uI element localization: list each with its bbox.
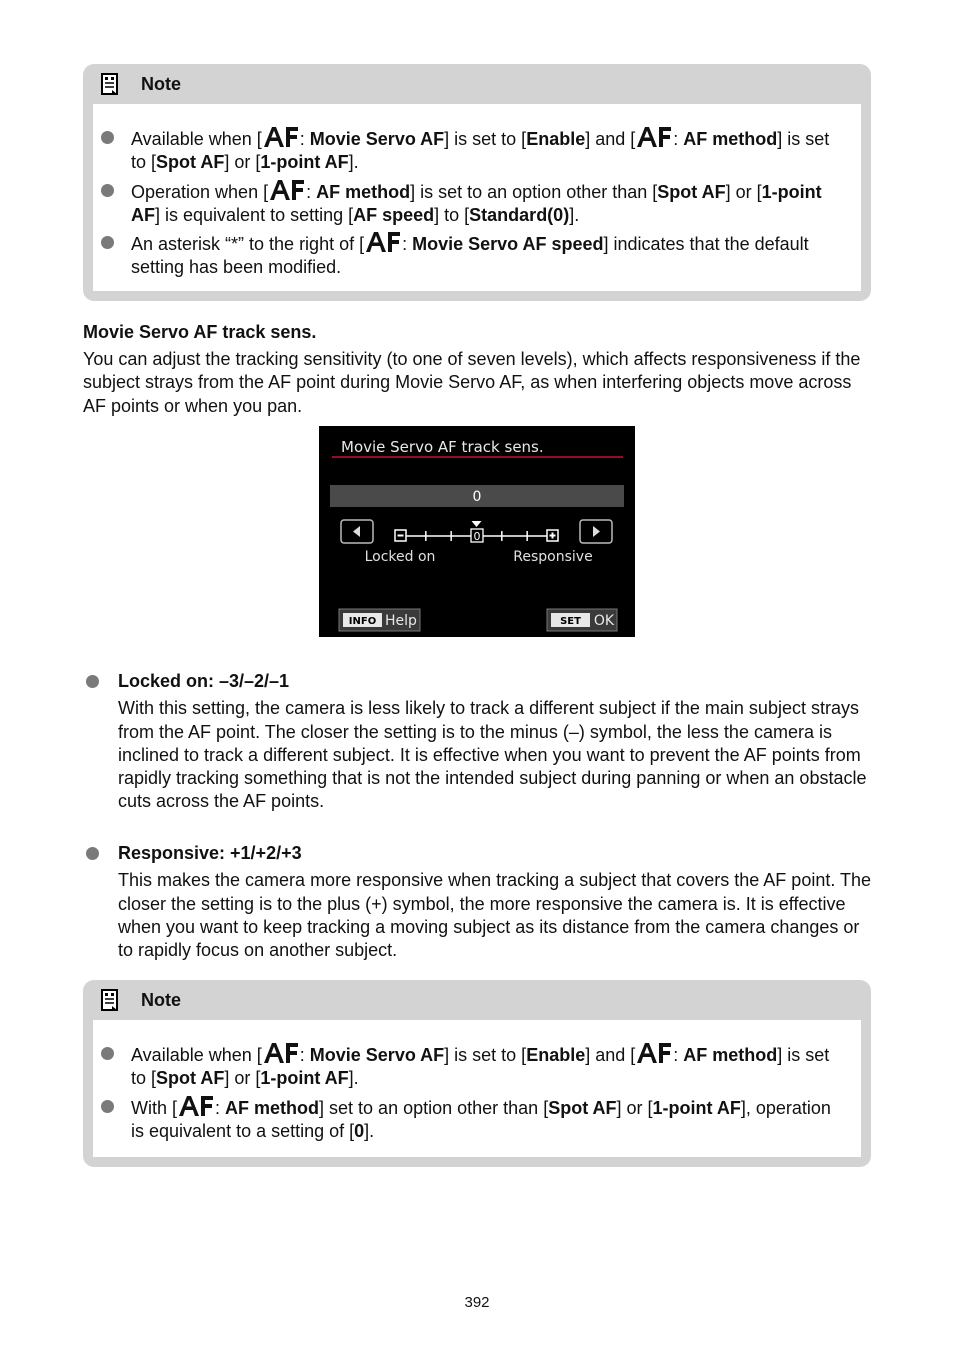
bold-term: Movie Servo AF bbox=[309, 1045, 445, 1065]
feature-item bbox=[83, 842, 873, 962]
list-item: With [ : AF method] set to an option other than [Spot AF] or [1-point AF], operation is equivalent to a setting of [0]. bbox=[93, 1095, 861, 1144]
text: ]. bbox=[364, 1120, 375, 1141]
text: ] is set to [ bbox=[444, 1045, 527, 1065]
ok-label: OK bbox=[593, 613, 615, 629]
locked-on-label: Locked on bbox=[364, 549, 436, 565]
note-memo-icon bbox=[100, 989, 122, 1013]
bold-term: 0 bbox=[354, 1120, 365, 1141]
camera-menu-screen bbox=[319, 426, 635, 637]
text: ] to [ bbox=[434, 204, 470, 225]
list-item: Operation when [ : AF method] is set to an option other than [Spot AF] or [1-point AF] is equivalent to setting [AF speed] to [Standard(0)]. bbox=[93, 179, 861, 228]
ok-button[interactable] bbox=[547, 609, 617, 631]
text: ] set to an option other than [ bbox=[319, 1097, 549, 1118]
af-tab-icon bbox=[178, 1095, 214, 1117]
text: ] is set to [ bbox=[131, 129, 830, 173]
af-tab-icon bbox=[263, 1042, 299, 1064]
text: An asterisk “*” to the right of [ bbox=[131, 234, 365, 255]
level-pointer-icon bbox=[472, 521, 482, 527]
decrease-button[interactable] bbox=[341, 520, 373, 543]
bold-term: AF speed bbox=[353, 204, 435, 225]
bold-term: 1-point AF bbox=[260, 1068, 349, 1089]
increase-button[interactable] bbox=[580, 520, 612, 543]
list-item: An asterisk “*” to the right of [ : Movie Servo AF speed] indicates that the default setting has been modified. bbox=[93, 231, 861, 280]
note-list bbox=[93, 126, 861, 284]
text: ] and [ bbox=[585, 1045, 636, 1065]
bold-term: AF method bbox=[683, 129, 778, 149]
bold-term: 1-point AF bbox=[652, 1097, 741, 1118]
text: Operation when [ bbox=[131, 181, 269, 202]
section-title: Movie Servo AF track sens. bbox=[83, 322, 317, 342]
bold-term: Movie Servo AF bbox=[309, 129, 445, 149]
note-title: Note bbox=[141, 74, 181, 94]
note-header bbox=[83, 64, 871, 104]
note-memo-icon bbox=[100, 73, 122, 97]
list-item: Available when [ : Movie Servo AF] is set to [Enable] and [ : AF method] is set to [Spot AF] or [1-point AF]. bbox=[93, 126, 861, 175]
text: ]. bbox=[348, 152, 359, 173]
text: ], operation is equivalent to a setting of [ bbox=[131, 1097, 831, 1141]
note-box bbox=[83, 980, 871, 1167]
note-list bbox=[93, 1042, 861, 1147]
feature-item bbox=[83, 670, 873, 814]
text: ] or [ bbox=[224, 152, 261, 173]
text: ]. bbox=[569, 204, 580, 225]
page-number: 392 bbox=[464, 1294, 490, 1311]
bold-term: 1-point AF bbox=[131, 181, 822, 225]
feature-title: Locked on: –3/–2/–1 bbox=[118, 671, 290, 691]
feature-title: Responsive: +1/+2/+3 bbox=[118, 843, 302, 863]
note-header bbox=[83, 980, 871, 1020]
bold-term: Enable bbox=[526, 129, 586, 149]
bold-term: Movie Servo AF speed bbox=[412, 234, 604, 255]
help-label: Help bbox=[385, 613, 417, 629]
text: ] or [ bbox=[616, 1097, 653, 1118]
bold-term: Spot AF bbox=[657, 181, 726, 202]
bold-term: Spot AF bbox=[156, 152, 225, 173]
bold-term: AF method bbox=[683, 1045, 778, 1065]
set-key: SET bbox=[560, 616, 581, 627]
text: ] indicates that the default setting has been modified. bbox=[131, 234, 809, 278]
bullet-icon bbox=[86, 675, 99, 688]
text: Available when [ bbox=[131, 1045, 262, 1065]
bold-term: 1-point AF bbox=[260, 152, 349, 173]
bullet-icon bbox=[101, 131, 114, 144]
feature-text: This makes the camera more responsive when tracking a subject that covers the AF point. The closer the setting is to the plus (+) symbol, the more responsive the camera is. It is effective when you want to keep tracking a moving subject as its distance from the camera changes or to rapidly focus on another subject. bbox=[118, 870, 872, 961]
af-tab-icon bbox=[263, 126, 299, 148]
screen-title: Movie Servo AF track sens. bbox=[341, 438, 544, 456]
bold-term: AF method bbox=[225, 1097, 320, 1118]
note-body bbox=[93, 1020, 861, 1157]
zero-label: 0 bbox=[473, 530, 481, 543]
bullet-icon bbox=[101, 1100, 114, 1113]
bullet-icon bbox=[86, 847, 99, 860]
text: ] is set to [ bbox=[131, 1045, 830, 1089]
text: ] or [ bbox=[224, 1068, 261, 1089]
af-tab-icon bbox=[636, 1042, 672, 1064]
bold-term: Standard(0) bbox=[469, 204, 570, 225]
help-button[interactable] bbox=[339, 609, 420, 631]
bullet-icon bbox=[101, 184, 114, 197]
current-value: 0 bbox=[472, 489, 482, 505]
text: ] is equivalent to setting [ bbox=[155, 204, 354, 225]
text: Available when [ bbox=[131, 129, 262, 149]
bold-term: AF method bbox=[316, 181, 411, 202]
responsive-label: Responsive bbox=[513, 549, 593, 565]
text: ] or [ bbox=[725, 181, 762, 202]
plus-icon bbox=[547, 530, 558, 541]
info-key: INFO bbox=[348, 616, 377, 627]
bold-term: Spot AF bbox=[156, 1068, 225, 1089]
camera-menu-graphic bbox=[319, 426, 635, 637]
section-paragraph: You can adjust the tracking sensitivity (to one of seven levels), which affects responsiveness if the subject strays from the AF point during Movie Servo AF, as when interfering objects move across AF points or when you pan. bbox=[83, 349, 861, 416]
text: ] is set to an option other than [ bbox=[410, 181, 658, 202]
note-body bbox=[93, 104, 861, 291]
af-tab-icon bbox=[636, 126, 672, 148]
bold-term: Spot AF bbox=[548, 1097, 617, 1118]
minus-icon bbox=[395, 530, 406, 541]
text: ]. bbox=[348, 1068, 359, 1089]
list-item: Available when [ : Movie Servo AF] is set to [Enable] and [ : AF method] is set to [Spot AF] or [1-point AF]. bbox=[93, 1042, 861, 1091]
text: ] and [ bbox=[585, 129, 636, 149]
text: ] is set to [ bbox=[444, 129, 527, 149]
text: With [ bbox=[131, 1097, 178, 1118]
af-tab-icon bbox=[269, 179, 305, 201]
note-title: Note bbox=[141, 990, 181, 1010]
bullet-icon bbox=[101, 236, 114, 249]
bold-term: Enable bbox=[526, 1045, 586, 1065]
af-tab-icon bbox=[365, 231, 401, 253]
feature-text: With this setting, the camera is less likely to track a different subject if the main subject strays from the AF point. The closer the setting is to the minus (–) symbol, the less the camera is inclined to track a different subject. It is effective when you want to prevent the AF points from rapidly tracking something that is not the intended subject during panning or when an obstacle cuts across the AF points. bbox=[118, 698, 867, 812]
bullet-icon bbox=[101, 1047, 114, 1060]
note-box bbox=[83, 64, 871, 301]
